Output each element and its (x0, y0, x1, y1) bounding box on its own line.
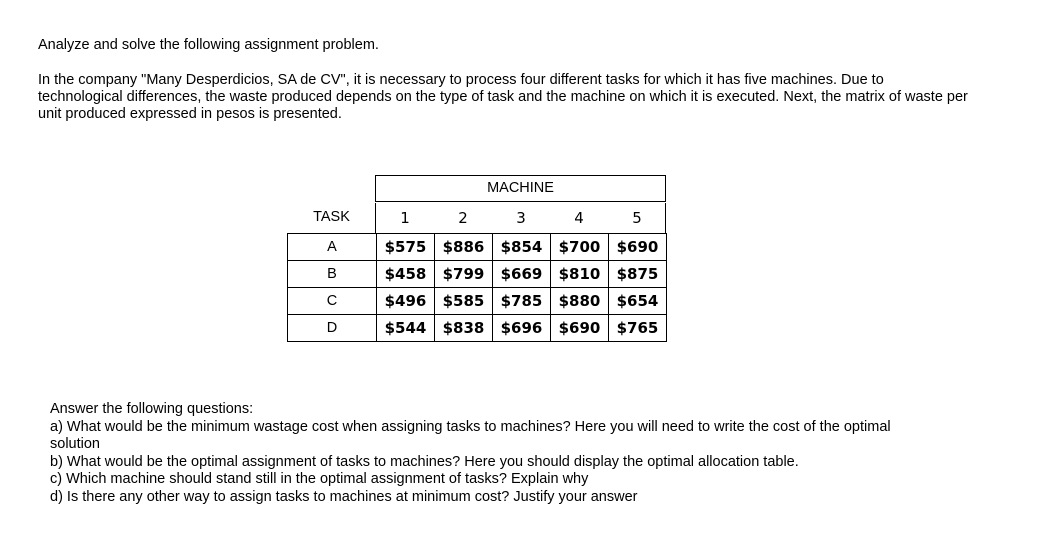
problem-title: Analyze and solve the following assignment problem. (38, 37, 379, 53)
machine-col-2: 2 (458, 209, 468, 227)
machine-col-4: 4 (574, 209, 584, 227)
waste-matrix (287, 233, 667, 342)
cost-cell: $669 (493, 261, 551, 288)
machine-col-5: 5 (632, 209, 642, 227)
task-label: C (288, 288, 377, 315)
cost-cell: $585 (435, 288, 493, 315)
cost-cell: $654 (609, 288, 667, 315)
cost-cell: $765 (609, 315, 667, 342)
question-a: a) What would be the minimum wastage cost when assigning tasks to machines? Here you will need to write the cost of the optimal solution (50, 418, 891, 452)
machine-col-1: 1 (400, 209, 410, 227)
problem-intro: In the company "Many Desperdicios, SA de CV", it is necessary to process four different tasks for which it has five machines. Due to technological differences, the waste produced depends on the type of task and the machine on which it is executed. Next, the matrix of waste per unit produced expressed in pesos is presented. (38, 72, 968, 122)
table-row (288, 288, 667, 315)
cost-cell: $690 (609, 234, 667, 261)
cost-cell: $785 (493, 288, 551, 315)
cost-cell: $700 (551, 234, 609, 261)
cost-cell: $875 (609, 261, 667, 288)
header-divider (665, 203, 666, 233)
table-row (288, 234, 667, 261)
task-header: TASK (313, 209, 350, 225)
question-d: d) Is there any other way to assign tasks to machines at minimum cost? Justify your answer (50, 488, 638, 505)
cost-cell: $690 (551, 315, 609, 342)
cost-cell: $886 (435, 234, 493, 261)
cost-cell: $799 (435, 261, 493, 288)
table-row (288, 315, 667, 342)
question-c: c) Which machine should stand still in the optimal assignment of tasks? Explain why (50, 471, 589, 487)
task-label: A (288, 234, 377, 261)
cost-cell: $854 (493, 234, 551, 261)
task-label: B (288, 261, 377, 288)
questions-block (50, 401, 930, 506)
machine-col-3: 3 (516, 209, 526, 227)
cost-cell: $838 (435, 315, 493, 342)
cost-cell: $696 (493, 315, 551, 342)
cost-cell: $496 (377, 288, 435, 315)
question-b: b) What would be the optimal assignment of tasks to machines? Here you should display the optimal allocation table. (50, 453, 799, 470)
machine-header: MACHINE (375, 175, 666, 202)
cost-cell: $810 (551, 261, 609, 288)
cost-cell: $880 (551, 288, 609, 315)
table-row (288, 261, 667, 288)
header-divider (375, 203, 376, 233)
questions-intro: Answer the following questions: (50, 401, 254, 417)
cost-cell: $575 (377, 234, 435, 261)
cost-cell: $544 (377, 315, 435, 342)
task-label: D (288, 315, 377, 342)
cost-cell: $458 (377, 261, 435, 288)
